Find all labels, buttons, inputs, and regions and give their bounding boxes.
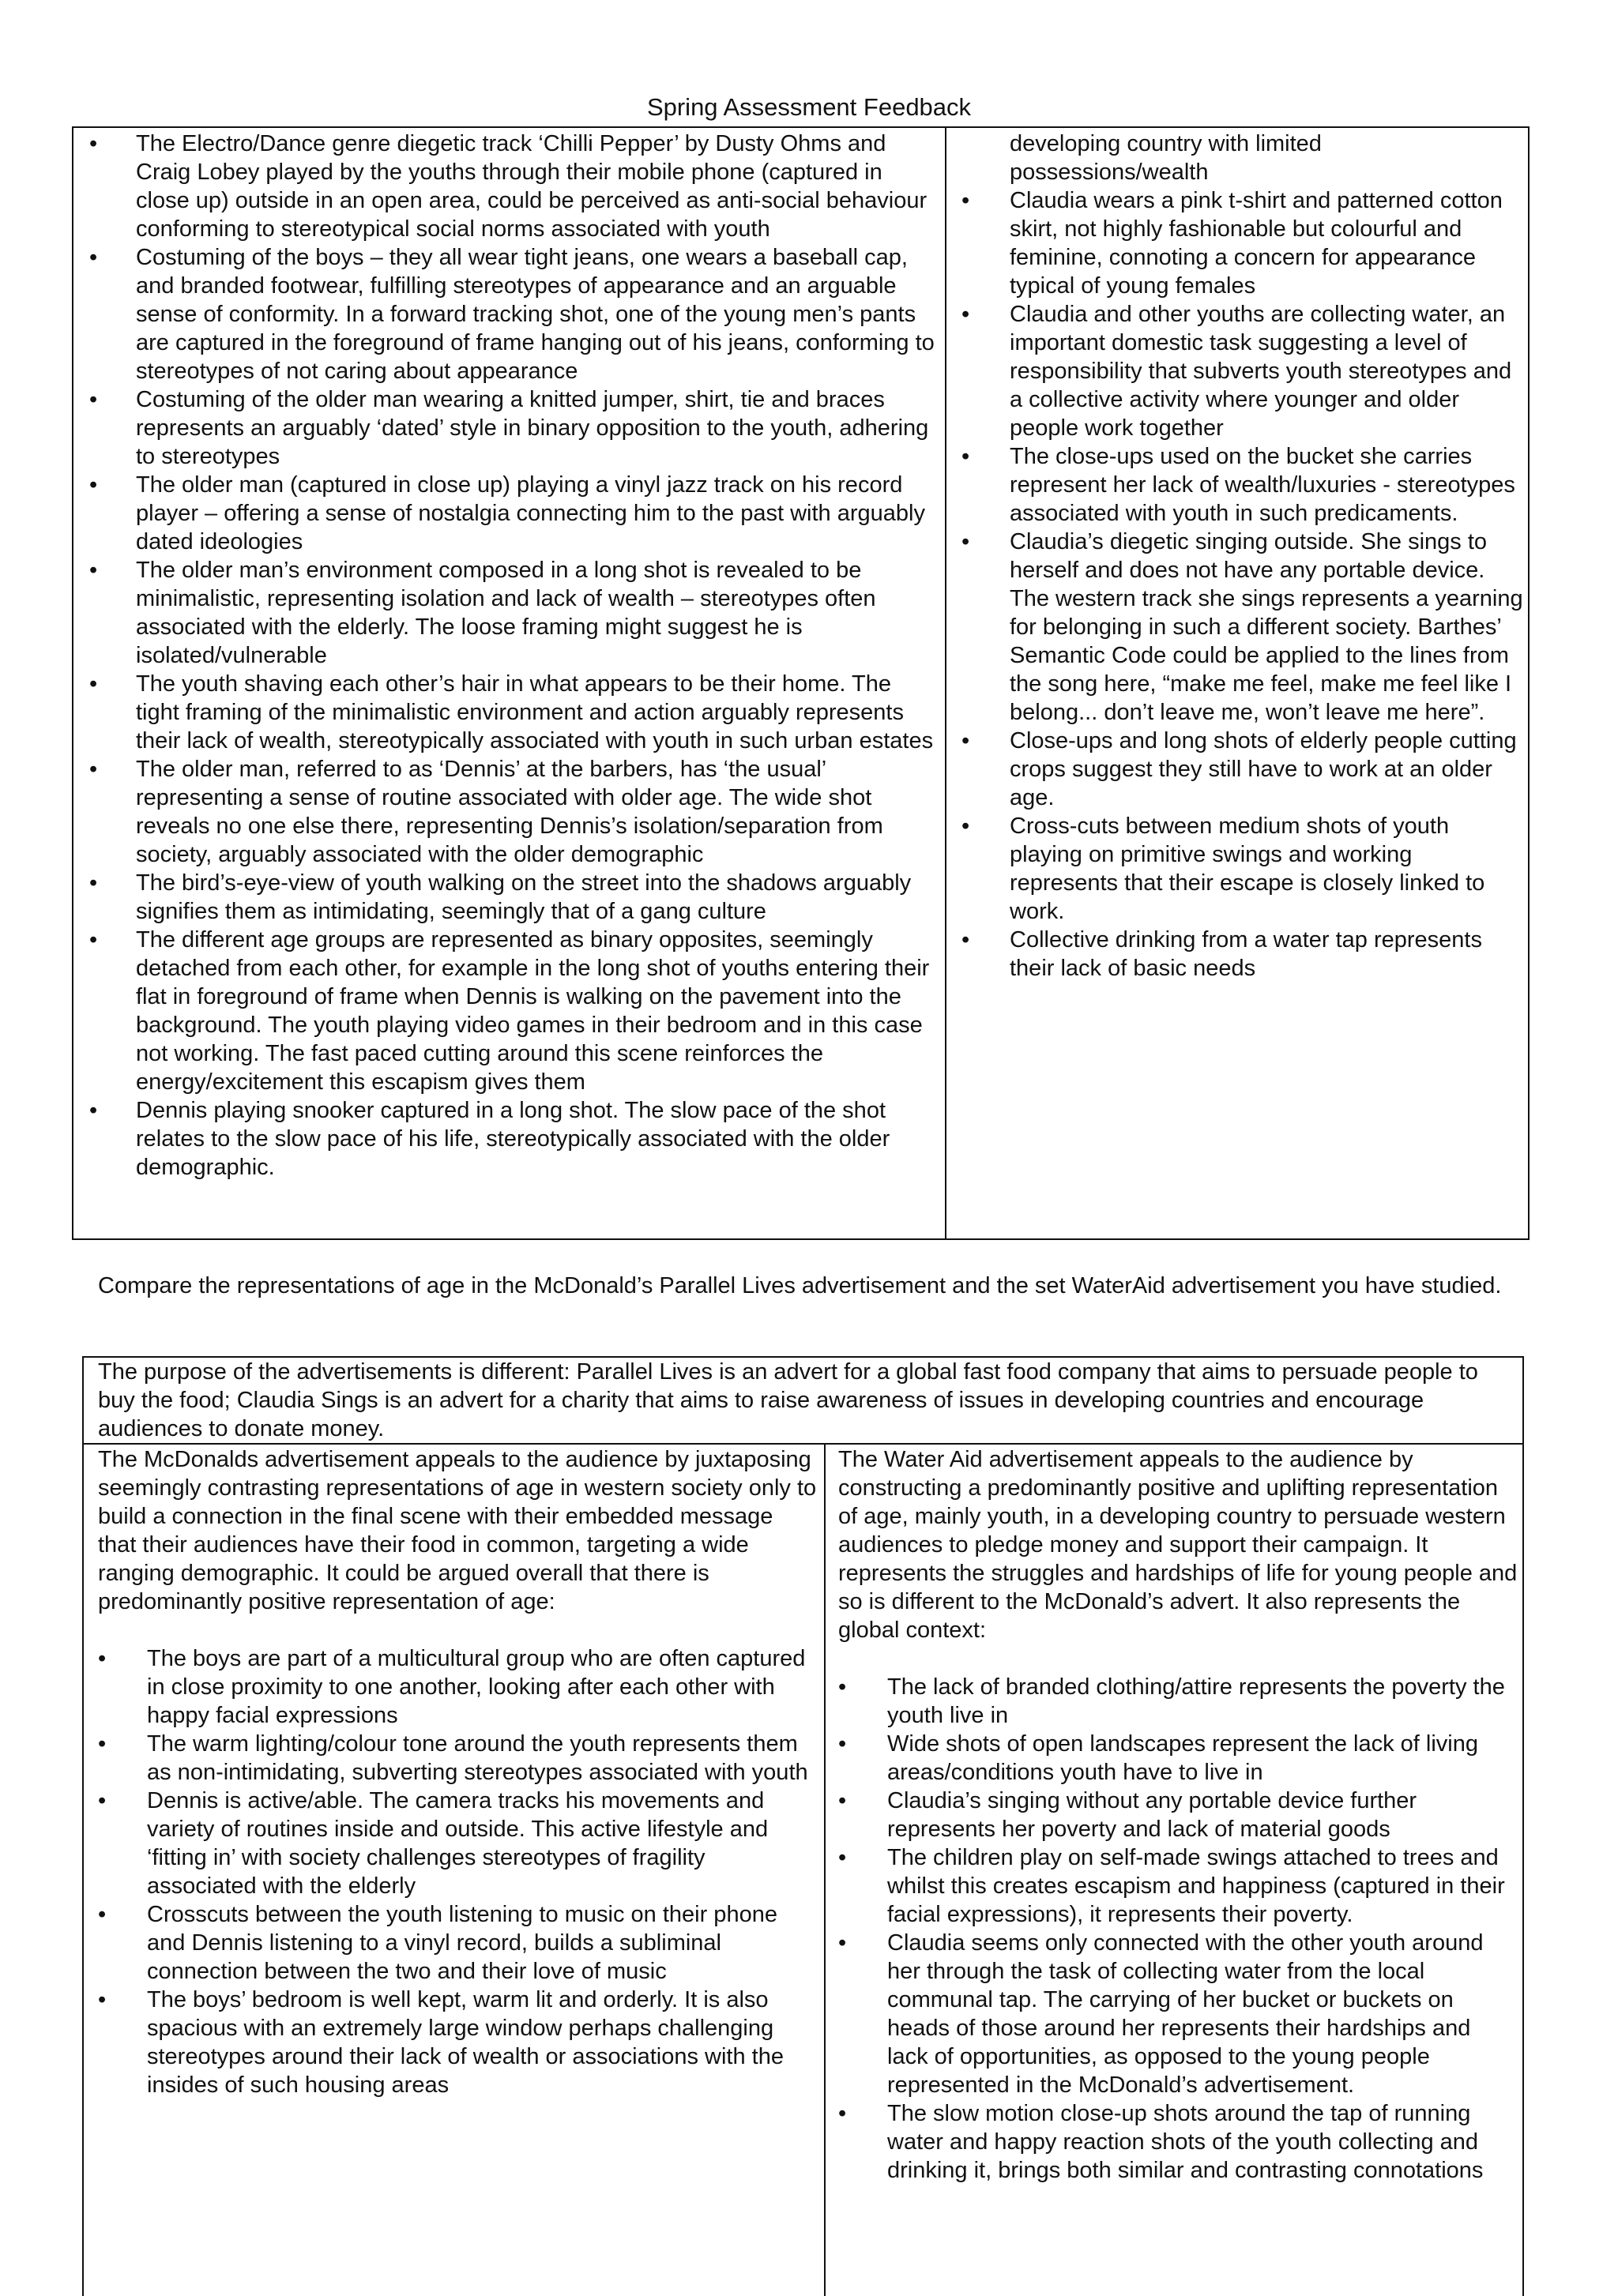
- list-item: • Close-ups and long shots of elderly people cutting crops suggest they still have to work at an older age.: [946, 727, 1530, 812]
- list-item: • Cross-cuts between medium shots of youth playing on primitive swings and working represents that their escape is closely linked to work.: [946, 812, 1530, 926]
- list-item: • The warm lighting/colour tone around the youth represents them as non-intimidating, subverting stereotypes associated with youth: [98, 1730, 817, 1787]
- wateraid-column: [838, 1445, 1518, 2185]
- mcdonalds-column: [98, 1445, 817, 2099]
- list-item: • The youth shaving each other’s hair in what appears to be their home. The tight framing of the minimalistic environment and action arguably represents their lack of wealth, stereotypically associated with youth in such urban estates: [72, 670, 941, 755]
- feedback-right-column: [946, 130, 1530, 983]
- list-item: • The children play on self-made swings attached to trees and whilst this creates escapism and happiness (captured in their facial expressions), it represents their poverty.: [838, 1843, 1518, 1929]
- wateraid-intro: The Water Aid advertisement appeals to the audience by constructing a predominantly positive and uplifting representation of age, mainly youth, in a developing country to persuade western audiences to pledge money and support their campaign. It represents the struggles and hardships of life for young people and so is different to the McDonald’s advert. It also represents the global context:: [838, 1447, 1518, 1643]
- list-item: • Wide shots of open landscapes represent the lack of living areas/conditions youth have to live in: [838, 1730, 1518, 1787]
- feedback-right-list: [946, 186, 1530, 983]
- list-item: • The boys are part of a multicultural group who are often captured in close proximity to one another, looking after each other with happy facial expressions: [98, 1644, 817, 1730]
- list-item: • Claudia and other youths are collecting water, an important domestic task suggesting a level of responsibility that subverts youth stereotypes and a collective activity where younger and older people work together: [946, 300, 1530, 442]
- list-item: • Costuming of the older man wearing a knitted jumper, shirt, tie and braces represents an arguably ‘dated’ style in binary opposition to the youth, adhering to stereotypes: [72, 385, 941, 471]
- list-item: • The boys’ bedroom is well kept, warm lit and orderly. It is also spacious with an extremely large window perhaps challenging stereotypes around their lack of wealth or associations with the insides of such housing areas: [98, 1986, 817, 2099]
- list-item: • The close-ups used on the bucket she carries represent her lack of wealth/luxuries - stereotypes associated with youth in such predicaments.: [946, 442, 1530, 528]
- list-item: • The Electro/Dance genre diegetic track ‘Chilli Pepper’ by Dusty Ohms and Craig Lobey played by the youths through their mobile phone (captured in close up) outside in an open area, could be perceived as anti-social behaviour conforming to stereotypical social norms associated with youth: [72, 130, 941, 243]
- list-item: • Costuming of the boys – they all wear tight jeans, one wears a baseball cap, and branded footwear, fulfilling stereotypes of appearance and an arguable sense of conformity. In a forward tracking shot, one of the young men’s pants are captured in the foreground of frame hanging out of his jeans, conforming to stereotypes of not caring about appearance: [72, 243, 941, 385]
- list-item: • The bird’s-eye-view of youth walking on the street into the shadows arguably signifies them as intimidating, seemingly that of a gang culture: [72, 869, 941, 926]
- list-item: • Crosscuts between the youth listening to music on their phone and Dennis listening to a vinyl record, builds a subliminal connection between the two and their love of music: [98, 1900, 817, 1986]
- mcdonalds-list: [98, 1644, 817, 2099]
- list-item: • Claudia wears a pink t-shirt and patterned cotton skirt, not highly fashionable but colourful and feminine, connoting a concern for appearance typical of young females: [946, 186, 1530, 300]
- list-item: • Claudia’s singing without any portable device further represents her poverty and lack of material goods: [838, 1787, 1518, 1843]
- continued-text: developing country with limited possessions/wealth: [1010, 131, 1322, 185]
- list-item: • Dennis is active/able. The camera tracks his movements and variety of routines inside and outside. This active lifestyle and ‘fitting in’ with society challenges stereotypes of fragility associated with the elderly: [98, 1787, 817, 1900]
- mcdonalds-intro: The McDonalds advertisement appeals to the audience by juxtaposing seemingly contrasting representations of age in western society only to build a connection in the final scene with their embedded message that their audiences have their food in common, targeting a wide ranging demographic. It could be argued overall that there is predominantly positive representation of age:: [98, 1447, 817, 1614]
- comparison-table-column-divider: [824, 1443, 826, 2296]
- list-item: • The older man’s environment composed in a long shot is revealed to be minimalistic, representing isolation and lack of wealth – stereotypes often associated with the elderly. The loose framing might suggest he is isolated/vulnerable: [72, 556, 941, 670]
- list-item: • The different age groups are represented as binary opposites, seemingly detached from each other, for example in the long shot of youths entering their flat in foreground of frame when Dennis is walking on the pavement into the background. The youth playing video games in their bedroom and in this case not working. The fast paced cutting around this scene reinforces the energy/excitement this escapism gives them: [72, 926, 941, 1096]
- list-item: • Claudia seems only connected with the other youth around her through the task of collecting water from the local communal tap. The carrying of her bucket or buckets on heads of those around her represents their hardships and lack of opportunities, as opposed to the young people represented in the McDonald’s advertisement.: [838, 1929, 1518, 2099]
- list-item: • Claudia’s diegetic singing outside. She sings to herself and does not have any portable device. The western track she sings represents a yearning for belonging in such a different society. Barthes’ Semantic Code could be applied to the lines from the song here, “make me feel, make me feel like I belong... don’t leave me, won’t leave me here”.: [946, 528, 1530, 727]
- list-item: • The lack of branded clothing/attire represents the poverty the youth live in: [838, 1673, 1518, 1730]
- question-text: Compare the representations of age in the McDonald’s Parallel Lives advertisement and the set WaterAid advertisement you have studied.: [98, 1273, 1502, 1298]
- wateraid-list: [838, 1673, 1518, 2185]
- feedback-left-column: [72, 130, 941, 1182]
- list-item: • Dennis playing snooker captured in a long shot. The slow pace of the shot relates to the slow pace of his life, stereotypically associated with the older demographic.: [72, 1096, 941, 1182]
- list-item: • The slow motion close-up shots around the tap of running water and happy reaction shots of the youth collecting and drinking it, brings both similar and contrasting connotations: [838, 2099, 1518, 2185]
- comparison-table-row-divider: [82, 1443, 1524, 1445]
- feedback-left-list: [72, 130, 941, 1182]
- purpose-text: The purpose of the advertisements is different: Parallel Lives is an advert for a global fast food company that aims to persuade people to buy the food; Claudia Sings is an advert for a charity that aims to raise awareness of issues in developing countries and encourage audiences to donate money.: [98, 1359, 1478, 1441]
- list-item: • Collective drinking from a water tap represents their lack of basic needs: [946, 926, 1530, 983]
- list-item: • The older man, referred to as ‘Dennis’ at the barbers, has ‘the usual’ representing a sense of routine associated with older age. The wide shot reveals no one else there, representing Dennis’s isolation/separation from society, arguably associated with the older demographic: [72, 755, 941, 869]
- list-item: • The older man (captured in close up) playing a vinyl jazz track on his record player – offering a sense of nostalgia connecting him to the past with arguably dated ideologies: [72, 471, 941, 556]
- document-title: Spring Assessment Feedback: [646, 93, 972, 121]
